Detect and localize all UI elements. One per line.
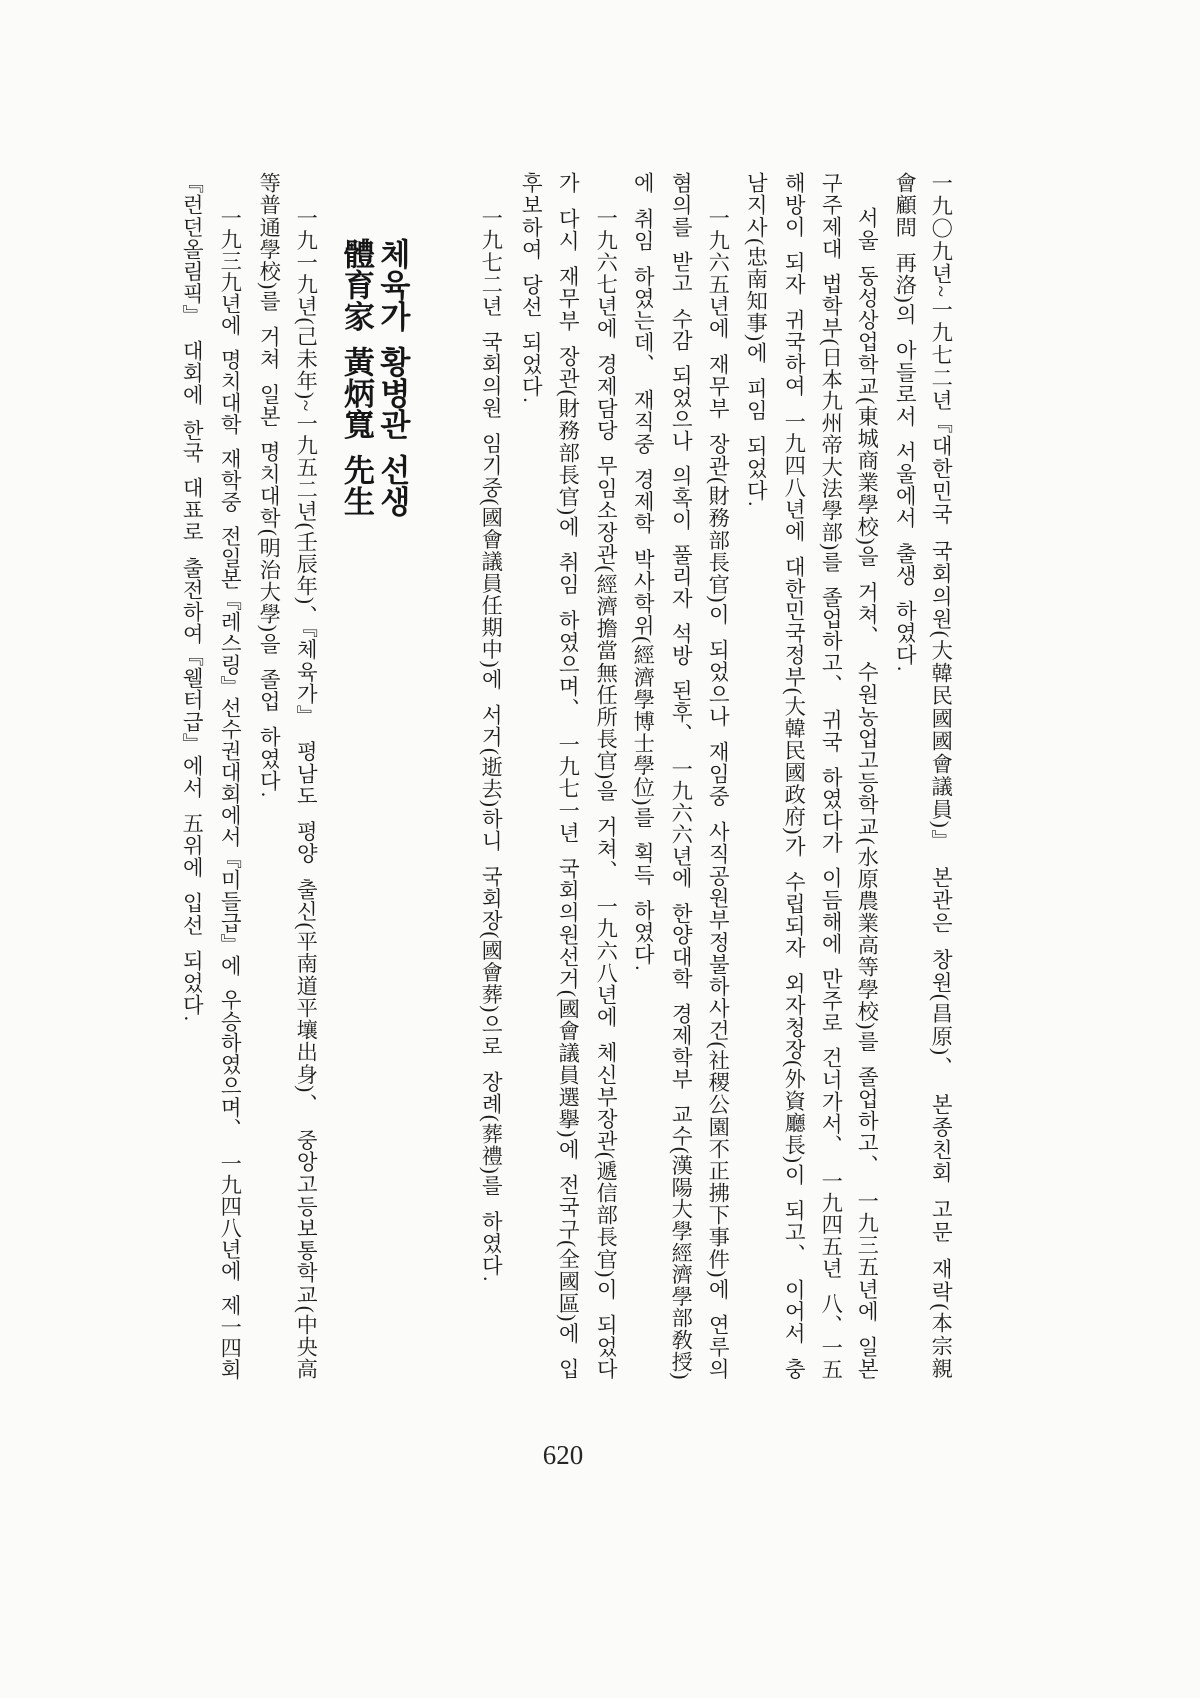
text-column-3: 서울 동성상업학교(東城商業學校)을 거쳐、 수원농업고등학교(水原農業高等學校)를 졸업하고、 一九三五년에 일본: [855, 207, 880, 1380]
text-column-12: 후보하여 당선 되었다.: [519, 172, 544, 404]
text-column-7: 一九六五년에 재무부 장관(財務部長官)이 되었으나 재임중 사직공원부정불하사건(社稷公園不正拂下事件)에 연루의: [706, 207, 731, 1380]
text-column-15: 等普通學校)를 거쳐 일본 명치대학(明治大學)을 졸업 하였다.: [257, 172, 282, 798]
text-column-5: 해방이 되자 귀국하여 一九四八년에 대한민국정부(大韓民國政府)가 수립되자 외자청장(外資廳長)이 되고、 이어서 충: [782, 172, 807, 1380]
text-column-13: 一九七二년 국회의원 임기중(國會議員任期中)에 서거(逝去)하니 국회장(國會葬)으로 장례(葬禮)를 하였다.: [479, 207, 504, 1283]
text-column-14: 一九一九년(己未年)~一九五二년(壬辰年)、『체육가』 평남도 평양 출신(平南道平壤出身)、 중앙고등보통학교(中央高: [294, 207, 319, 1380]
section-heading-hanja: 體育家 黃炳寬 先生: [338, 238, 374, 517]
text-column-6: 남지사(忠南知事)에 피임 되었다.: [744, 172, 769, 508]
text-column-2: 會顧問 再洛)의 아들로서 서울에서 출생 하였다.: [893, 172, 918, 673]
text-column-4: 구주제대 법학부(日本九州帝大法學部)를 졸업하고、 귀국 하였다가 이듬해에 만주로 건너가서、 一九四五년 八、一五: [819, 172, 844, 1380]
text-column-17: 『런던올림픽』 대회에 한국 대표로 출전하여『웰터급』에서 五위에 입선 되었다.: [180, 172, 205, 1022]
text-column-9: 에 취임 하였는데、 재직중 경제학 박사학위(經濟學博士學位)를 획득 하였다.: [631, 172, 656, 972]
text-column-16: 一九三九년에 명치대학 재학중 전일본『레스링』선수권대회에서『미들급』에 우승하였으며、 一九四八년에 제一四회: [218, 207, 243, 1380]
text-column-11: 가 다시 재무부 장관(財務部長官)에 취임 하였으며、 一九七一년 국회의원선거(國會議員選擧)에 전국구(全國區)에 입: [556, 172, 581, 1380]
text-column-8: 혐의를 받고 수감 되었으나 의혹이 풀리자 석방 된후、 一九六六년에 한양대학 경제학부 교수(漢陽大學經濟學部敎授): [669, 172, 694, 1380]
text-column-1: 一九〇九년~一九七二년『대한민국 국회의원(大韓民國國會議員)』 본관은 창원(昌原)、 본종친회 고문 재락(本宗親: [929, 172, 954, 1380]
section-heading-hangul: 체육가 황병관 선생: [374, 238, 410, 517]
page-number: 620: [542, 1440, 584, 1470]
text-column-10: 一九六七년에 경제담당 무임소장관(經濟擔當無任所長官)을 거쳐、 一九六八년에 체신부장관(遞信部長官)이 되었다: [594, 207, 619, 1380]
